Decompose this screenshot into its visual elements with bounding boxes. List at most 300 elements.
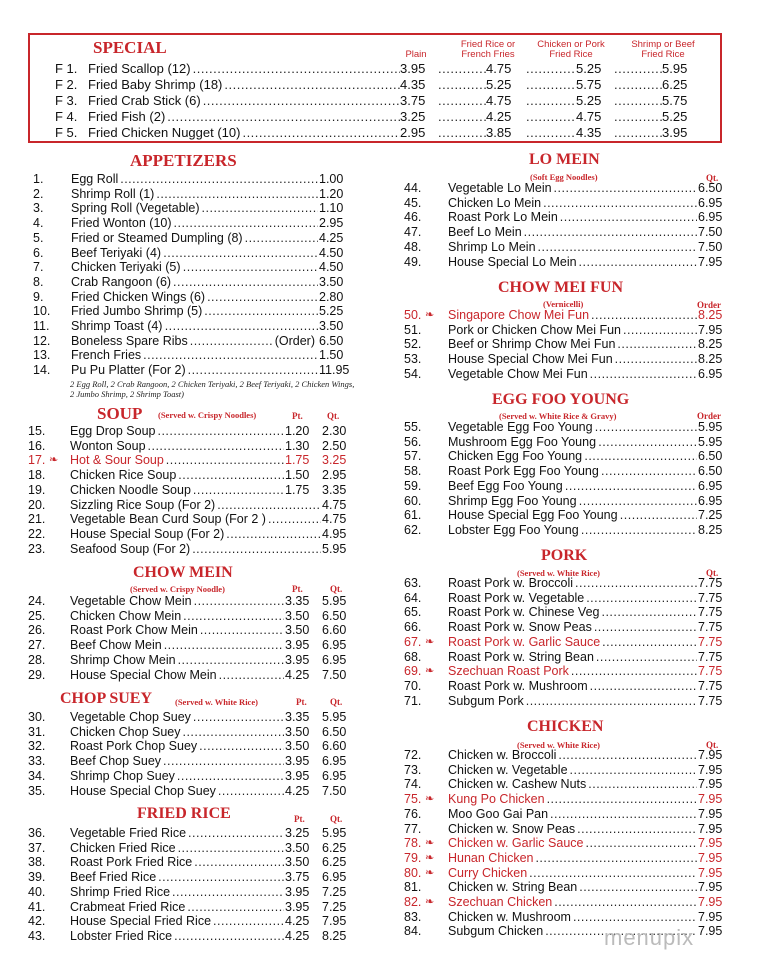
item-price-quart: 6.60 bbox=[322, 739, 347, 754]
item-name: Seafood Soup (For 2) bbox=[70, 541, 191, 556]
menu-item bbox=[0, 240, 759, 255]
special-item-price: 3.75 bbox=[400, 93, 426, 108]
item-number: 20. bbox=[28, 497, 46, 512]
item-number: 52. bbox=[404, 337, 422, 352]
item-number: 83. bbox=[404, 909, 422, 924]
item-price-pint: 1.75 bbox=[285, 453, 310, 468]
egg-foo-young-order-header: Order bbox=[697, 411, 721, 421]
item-name: Roast Pork Fried Rice bbox=[70, 855, 193, 870]
leader-dots bbox=[560, 210, 697, 225]
leader-dots bbox=[590, 367, 697, 382]
item-number: 66. bbox=[404, 620, 422, 635]
special-item bbox=[30, 125, 720, 140]
item-number: 7. bbox=[33, 260, 44, 275]
pork-subtitle: (Served w. White Rice) bbox=[517, 568, 600, 578]
item-price-quart: 7.50 bbox=[322, 783, 347, 798]
item-price-pint: 3.50 bbox=[285, 855, 310, 870]
leader-dots bbox=[596, 650, 697, 665]
item-name: House Special Chow Mein bbox=[70, 667, 217, 682]
leader-dots bbox=[577, 822, 697, 837]
item-number: 70. bbox=[404, 678, 422, 693]
special-item-price: 5.25 bbox=[576, 61, 602, 76]
leader-dots bbox=[173, 275, 318, 290]
special-item-price: 3.25 bbox=[400, 109, 426, 124]
item-price-pint: 3.95 bbox=[285, 768, 310, 783]
item-name: Beef or Shrimp Chow Mei Fun bbox=[448, 337, 616, 352]
item-price-quart: 2.30 bbox=[322, 424, 347, 438]
chicken-title: CHICKEN bbox=[527, 718, 604, 735]
item-price: 8.25 bbox=[698, 352, 723, 367]
chow-mein-title: CHOW MEIN bbox=[133, 564, 233, 581]
item-price-pint: 3.75 bbox=[285, 870, 310, 885]
item-price-quart: 6.50 bbox=[322, 608, 347, 623]
item-number: 77. bbox=[404, 821, 422, 836]
item-price-pint: 1.75 bbox=[285, 482, 310, 497]
item-name: Roast Pork w. Garlic Sauce bbox=[448, 634, 601, 649]
leader-dots bbox=[623, 323, 697, 338]
item-price: 6.50 bbox=[319, 333, 344, 348]
leader-dots bbox=[615, 352, 697, 367]
item-number: 33. bbox=[28, 754, 46, 769]
item-name: Egg Roll bbox=[71, 172, 119, 186]
item-price-quart: 6.25 bbox=[322, 855, 347, 870]
item-price: 7.95 bbox=[698, 254, 723, 269]
item-number: 5. bbox=[33, 230, 44, 245]
item-name: Lobster Egg Foo Young bbox=[448, 522, 579, 537]
item-price-quart: 5.95 bbox=[322, 594, 347, 608]
item-name: Fried Jumbo Shrimp (5) bbox=[71, 304, 203, 319]
item-number: 59. bbox=[404, 478, 422, 493]
item-name: Beef Egg Foo Young bbox=[448, 478, 563, 493]
item-price-quart: 8.25 bbox=[322, 928, 347, 943]
menu-item bbox=[0, 763, 759, 778]
item-number: 23. bbox=[28, 541, 46, 556]
item-name: Singapore Chow Mei Fun bbox=[448, 308, 590, 322]
item-name: Fried Chicken Wings (6) bbox=[71, 289, 206, 304]
item-name: Chicken Rice Soup bbox=[70, 468, 177, 483]
item-price: 8.25 bbox=[698, 337, 723, 352]
item-number: 32. bbox=[28, 739, 46, 754]
item-number: 72. bbox=[404, 748, 422, 762]
item-price-pint: 3.50 bbox=[285, 739, 310, 754]
hot-spicy-icon: ❧ bbox=[425, 851, 435, 864]
item-price-quart: 7.25 bbox=[322, 899, 347, 914]
item-name: Vegetable Bean Curd Soup (For 2 ) bbox=[70, 512, 266, 527]
item-name: Sizzling Rice Soup (For 2) bbox=[70, 497, 216, 512]
item-number: 43. bbox=[28, 928, 46, 943]
special-item-number: F 5. bbox=[55, 125, 78, 140]
menu-item bbox=[0, 508, 759, 523]
leader-dots bbox=[581, 523, 697, 538]
pupu-platter-note: 2 Egg Roll, 2 Crab Rangoon, 2 Chicken Teriyaki, 2 Beef Teriyaki, 2 Chicken Wings, 2 Jumbo Shrimp, 2 Shrimp Toast) bbox=[70, 379, 355, 399]
item-number: 31. bbox=[28, 724, 46, 739]
item-name: Pu Pu Platter (For 2) bbox=[71, 363, 186, 378]
menu-item bbox=[0, 479, 759, 494]
leader-dots bbox=[601, 464, 697, 479]
item-price: 6.95 bbox=[698, 195, 723, 210]
item-price-quart: 6.95 bbox=[322, 652, 347, 667]
chow-mein-subtitle: (Served w. Crispy Noodle) bbox=[130, 584, 225, 594]
item-number: 57. bbox=[404, 449, 422, 464]
soup-subtitle: (Served w. Crispy Noodles) bbox=[158, 410, 257, 420]
item-number: 4. bbox=[33, 216, 44, 231]
leader-dots bbox=[579, 255, 697, 270]
special-title: SPECIAL bbox=[93, 38, 167, 57]
leader-dots bbox=[595, 420, 697, 435]
special-header-plain: Plain bbox=[405, 49, 427, 60]
item-number: 14. bbox=[33, 363, 51, 378]
item-price: 2.80 bbox=[319, 289, 344, 304]
special-item bbox=[30, 93, 720, 108]
item-name: Crab Rangoon (6) bbox=[71, 274, 172, 289]
item-number: 80. bbox=[404, 865, 422, 880]
special-item-price: 5.75 bbox=[662, 93, 688, 108]
item-price: 7.95 bbox=[698, 322, 723, 337]
item-price: 5.95 bbox=[698, 434, 723, 449]
leader-dots bbox=[543, 196, 697, 211]
item-name: Chicken Egg Foo Young bbox=[448, 449, 583, 464]
item-number: 65. bbox=[404, 605, 422, 620]
menu-item bbox=[0, 464, 759, 479]
menu-item bbox=[0, 323, 759, 338]
leader-dots bbox=[203, 93, 400, 108]
item-number: 39. bbox=[28, 870, 46, 885]
chow-mein-pt-header: Pt. bbox=[292, 584, 303, 594]
item-name: Roast Pork Chow Mein bbox=[70, 623, 198, 638]
leader-dots bbox=[598, 435, 697, 450]
item-number: 35. bbox=[28, 783, 46, 798]
item-price: 7.95 bbox=[698, 748, 723, 762]
menu-item bbox=[0, 866, 759, 881]
item-number: 38. bbox=[28, 855, 46, 870]
leader-dots bbox=[538, 240, 697, 255]
item-price: 7.95 bbox=[698, 909, 723, 924]
item-number: 69. bbox=[404, 664, 422, 679]
item-number: 47. bbox=[404, 225, 422, 240]
item-number: 3. bbox=[33, 201, 44, 216]
item-price-quart: 7.50 bbox=[322, 667, 347, 682]
leader-dots bbox=[591, 308, 697, 323]
item-number: 25. bbox=[28, 608, 46, 623]
leader-dots bbox=[535, 851, 697, 866]
item-name: Chicken w. Snow Peas bbox=[448, 821, 576, 836]
special-item-price: 3.95 bbox=[400, 61, 426, 76]
item-number: 40. bbox=[28, 884, 46, 899]
item-price-quart: 6.95 bbox=[322, 768, 347, 783]
special-item-price: 2.95 bbox=[400, 125, 426, 140]
item-number: 81. bbox=[404, 880, 422, 895]
item-number: 9. bbox=[33, 289, 44, 304]
item-number: 75. bbox=[404, 792, 422, 807]
item-name: Shrimp Roll (1) bbox=[71, 186, 155, 201]
leader-dots bbox=[207, 290, 318, 305]
special-box bbox=[28, 33, 722, 143]
item-price-quart: 5.95 bbox=[322, 541, 347, 556]
item-name: Beef Chop Suey bbox=[70, 754, 162, 769]
special-item-number: F 1. bbox=[55, 61, 78, 76]
item-name: Moo Goo Gai Pan bbox=[448, 806, 549, 821]
item-number: 6. bbox=[33, 245, 44, 260]
item-price-quart: 3.25 bbox=[322, 453, 347, 468]
leader-dots bbox=[554, 181, 697, 196]
leader-dots bbox=[614, 109, 662, 124]
item-number: 45. bbox=[404, 195, 422, 210]
item-name: Roast Pork w. Mushroom bbox=[448, 678, 588, 693]
special-item-price: 4.75 bbox=[576, 109, 602, 124]
item-price: 6.95 bbox=[698, 210, 723, 225]
item-name: Chicken Noodle Soup bbox=[70, 482, 191, 497]
item-price-quart: 3.35 bbox=[322, 482, 347, 497]
menu-item bbox=[0, 290, 759, 305]
item-number: 22. bbox=[28, 526, 46, 541]
leader-dots bbox=[192, 542, 321, 557]
chow-mei-fun-subtitle: (Vernicelli) bbox=[543, 299, 584, 309]
menu-item bbox=[0, 679, 759, 694]
soup-qt-header: Qt. bbox=[327, 411, 340, 421]
item-price-quart: 6.95 bbox=[322, 638, 347, 653]
item-price: 4.25 bbox=[319, 230, 344, 245]
special-item-name: Fried Crab Stick (6) bbox=[88, 93, 201, 108]
item-price: 7.75 bbox=[698, 634, 723, 649]
item-name: House Special Fried Rice bbox=[70, 914, 212, 929]
item-name: Chicken w. String Bean bbox=[448, 880, 578, 895]
item-price: 7.95 bbox=[698, 762, 723, 777]
special-item-name: Fried Chicken Nugget (10) bbox=[88, 125, 241, 140]
item-name: Shrimp Fried Rice bbox=[70, 884, 171, 899]
hot-spicy-icon: ❧ bbox=[425, 309, 435, 321]
item-name: Vegetable Fried Rice bbox=[70, 826, 187, 840]
item-name: Vegetable Lo Mein bbox=[448, 181, 552, 195]
item-price: 6.50 bbox=[698, 181, 723, 195]
special-item-price: 5.25 bbox=[486, 77, 512, 92]
item-price: 7.95 bbox=[698, 836, 723, 851]
menu-item bbox=[0, 449, 759, 464]
menu-item bbox=[0, 181, 759, 196]
watermark-logo: menupix bbox=[604, 925, 695, 950]
pork-title: PORK bbox=[541, 547, 588, 564]
special-item-name: Fried Scallop (12) bbox=[88, 61, 191, 76]
menu-item bbox=[0, 255, 759, 270]
item-price: 8.25 bbox=[698, 308, 723, 322]
leader-dots bbox=[575, 576, 697, 591]
leader-dots bbox=[594, 620, 697, 635]
item-name: Spring Roll (Vegetable) bbox=[71, 201, 200, 216]
item-number: 29. bbox=[28, 667, 46, 682]
item-price: 7.95 bbox=[698, 865, 723, 880]
leader-dots bbox=[558, 748, 697, 763]
menu-item bbox=[0, 895, 759, 910]
item-name: Roast Pork Egg Foo Young bbox=[448, 464, 599, 479]
leader-dots bbox=[614, 125, 662, 140]
menu-item bbox=[0, 591, 759, 606]
item-name: Beef Lo Mein bbox=[448, 225, 522, 240]
item-number: 62. bbox=[404, 522, 422, 537]
item-number: 73. bbox=[404, 762, 422, 777]
item-price: 7.95 bbox=[698, 850, 723, 865]
leader-dots bbox=[554, 895, 697, 910]
item-price: 6.50 bbox=[698, 464, 723, 479]
menu-item bbox=[0, 210, 759, 225]
item-price-pint: 3.95 bbox=[285, 884, 310, 899]
item-name: Egg Drop Soup bbox=[70, 424, 156, 438]
item-name: Roast Pork w. Snow Peas bbox=[448, 620, 592, 635]
menu-item bbox=[0, 420, 759, 435]
special-item-number: F 3. bbox=[55, 93, 78, 108]
item-number: 58. bbox=[404, 464, 422, 479]
item-name: Shrimp Chop Suey bbox=[70, 768, 175, 783]
leader-dots bbox=[526, 694, 697, 709]
item-number: 61. bbox=[404, 508, 422, 523]
item-name: Chicken w. Vegetable bbox=[448, 762, 568, 777]
special-item bbox=[30, 61, 720, 76]
item-number: 28. bbox=[28, 652, 46, 667]
leader-dots bbox=[526, 93, 576, 108]
item-price: 11.95 bbox=[319, 363, 350, 378]
item-number: 1. bbox=[33, 172, 44, 186]
item-price: 1.20 bbox=[319, 186, 344, 201]
leader-dots bbox=[579, 494, 697, 509]
leader-dots bbox=[588, 777, 697, 792]
leader-dots bbox=[617, 337, 697, 352]
item-price-quart: 6.50 bbox=[322, 724, 347, 739]
item-name: Chicken w. Cashew Nuts bbox=[448, 777, 587, 792]
special-item bbox=[30, 77, 720, 92]
item-number: 34. bbox=[28, 768, 46, 783]
item-price: 4.50 bbox=[319, 245, 344, 260]
item-price-quart: 2.50 bbox=[322, 438, 347, 453]
item-price: 1.10 bbox=[319, 201, 344, 216]
item-price-pint: 4.25 bbox=[285, 783, 310, 798]
item-number: 10. bbox=[33, 304, 51, 319]
leader-dots bbox=[182, 725, 284, 740]
item-price: 7.95 bbox=[698, 895, 723, 909]
item-price: 7.75 bbox=[698, 605, 723, 620]
item-price: 6.50 bbox=[698, 449, 723, 464]
leader-dots bbox=[602, 635, 697, 650]
leader-dots bbox=[242, 125, 400, 140]
item-price-quart: 7.25 bbox=[322, 884, 347, 899]
special-item-price: 5.25 bbox=[662, 109, 688, 124]
item-price: 7.95 bbox=[698, 806, 723, 821]
item-number: 15. bbox=[28, 424, 46, 438]
menu-item bbox=[0, 620, 759, 635]
item-name: House Special Chop Suey bbox=[70, 783, 216, 798]
special-item-price: 4.75 bbox=[486, 93, 512, 108]
item-name: Subgum Chicken bbox=[448, 924, 544, 939]
leader-dots bbox=[579, 880, 697, 895]
special-item-price: 4.75 bbox=[486, 61, 512, 76]
item-number: 37. bbox=[28, 840, 46, 855]
item-number: 12. bbox=[33, 333, 51, 348]
item-name: Shrimp Lo Mein bbox=[448, 239, 536, 254]
item-name: Chicken Chop Suey bbox=[70, 724, 181, 739]
menu-item bbox=[0, 650, 759, 665]
item-price: 5.25 bbox=[319, 304, 344, 319]
item-price-quart: 6.60 bbox=[322, 623, 347, 638]
item-name: House Special Egg Foo Young bbox=[448, 508, 618, 523]
menu-item bbox=[0, 435, 759, 450]
lo-mein-qt-header: Qt. bbox=[706, 173, 719, 183]
menu-item bbox=[0, 337, 759, 352]
menu-item bbox=[0, 196, 759, 211]
pork-qt-header: Qt. bbox=[706, 568, 719, 578]
leader-dots bbox=[565, 479, 697, 494]
menu-item bbox=[0, 523, 759, 538]
item-price: 6.95 bbox=[698, 478, 723, 493]
item-name: Hunan Chicken bbox=[448, 850, 534, 865]
chop-suey-qt-header: Qt. bbox=[330, 697, 343, 707]
item-price-pint: 3.95 bbox=[285, 899, 310, 914]
special-item bbox=[30, 109, 720, 124]
special-item-number: F 4. bbox=[55, 109, 78, 124]
chow-mei-fun-title: CHOW MEI FUN bbox=[498, 279, 624, 296]
leader-dots bbox=[438, 93, 486, 108]
fried-rice-pt-header: Pt. bbox=[294, 814, 305, 824]
menu-item bbox=[0, 910, 759, 925]
menu-item bbox=[0, 494, 759, 509]
item-number: 19. bbox=[28, 482, 46, 497]
menu-item bbox=[0, 792, 759, 807]
item-name: Wonton Soup bbox=[70, 438, 146, 453]
menu-item bbox=[0, 851, 759, 866]
chop-suey-pt-header: Pt. bbox=[296, 697, 307, 707]
item-name: Pork or Chicken Chow Mei Fun bbox=[448, 322, 621, 337]
item-name: Shrimp Chow Mein bbox=[70, 652, 176, 667]
item-price: 7.75 bbox=[698, 664, 723, 679]
item-number: 13. bbox=[33, 348, 51, 363]
item-number: 18. bbox=[28, 468, 46, 483]
item-price-pint: 3.95 bbox=[285, 652, 310, 667]
item-number: 48. bbox=[404, 239, 422, 254]
item-price: 2.95 bbox=[319, 216, 344, 231]
item-number: 30. bbox=[28, 710, 46, 724]
item-number: 42. bbox=[28, 914, 46, 929]
special-item-name: Fried Fish (2) bbox=[88, 109, 166, 124]
menu-item bbox=[0, 836, 759, 851]
leader-dots bbox=[601, 605, 697, 620]
item-price-quart: 2.95 bbox=[322, 468, 347, 483]
item-name: Roast Pork w. Broccoli bbox=[448, 576, 574, 590]
item-number: 11. bbox=[33, 319, 50, 333]
item-price-pint: 4.25 bbox=[285, 914, 310, 929]
item-number: 54. bbox=[404, 366, 422, 381]
leader-dots bbox=[620, 508, 697, 523]
item-number: 76. bbox=[404, 806, 422, 821]
item-price-pint: 3.35 bbox=[285, 710, 310, 724]
leader-dots bbox=[193, 710, 284, 725]
item-price: 5.95 bbox=[698, 420, 723, 434]
special-item-name: Fried Baby Shrimp (18) bbox=[88, 77, 223, 92]
lo-mein-title: LO MEIN bbox=[529, 151, 600, 168]
item-price-quart: 7.95 bbox=[322, 914, 347, 929]
item-price: 3.50 bbox=[319, 319, 344, 333]
lo-mein-subtitle: (Soft Egg Noodles) bbox=[530, 172, 598, 182]
item-name: Fried Wonton (10) bbox=[71, 216, 172, 231]
leader-dots bbox=[526, 109, 576, 124]
item-number: 55. bbox=[404, 420, 422, 434]
menu-item bbox=[0, 352, 759, 367]
leader-dots bbox=[438, 61, 486, 76]
item-price: 7.95 bbox=[698, 777, 723, 792]
item-price-pint: 4.25 bbox=[285, 928, 310, 943]
item-price: 8.25 bbox=[698, 522, 723, 537]
item-price: 7.75 bbox=[698, 693, 723, 708]
item-number: 44. bbox=[404, 181, 422, 195]
fried-rice-qt-header: Qt. bbox=[330, 814, 343, 824]
appetizers-title: APPETIZERS bbox=[130, 151, 237, 170]
item-price-pint: 3.50 bbox=[285, 623, 310, 638]
item-number: 26. bbox=[28, 623, 46, 638]
